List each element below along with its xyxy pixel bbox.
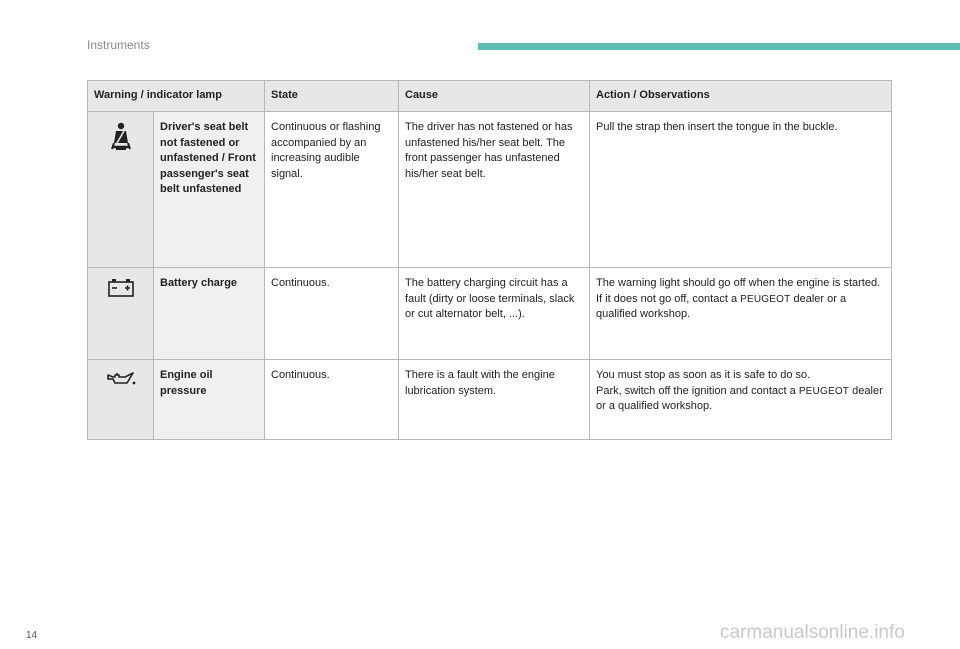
header-warning-lamp: Warning / indicator lamp [88,81,265,112]
battery-icon [107,278,135,298]
action-line-2-prefix: Park, switch off the ignition and contact a [596,384,799,397]
brand-name: PEUGEOT [740,293,791,305]
section-title: Instruments [87,38,150,52]
table-header-row [88,81,892,112]
lamp-name: Engine oil pressure [154,360,265,440]
lamp-action: Pull the strap then insert the tongue in the buckle. [590,112,892,268]
header-action: Action / Observations [590,81,892,112]
lamp-name: Driver's seat belt not fastened or unfastened / Front passenger's seat belt unfastened [154,112,265,268]
action-line-2-suffix: dealer or a qualified workshop. [596,292,847,320]
table-row [88,112,892,268]
header-cause: Cause [399,81,590,112]
lamp-cause: The battery charging circuit has a fault (dirty or loose terminals, slack or cut alternator belt, ...). [399,268,590,360]
header-accent-bar [478,43,960,50]
lamp-state: Continuous. [265,360,399,440]
warning-lamp-table [87,80,892,440]
action-line-1: The warning light should go off when the engine is started. [596,277,881,289]
icon-cell [88,268,154,360]
action-line-2-prefix: If it does not go off, contact a [596,292,741,305]
header-state: State [265,81,399,112]
icon-cell [88,112,154,268]
oil-can-icon [105,370,137,388]
lamp-action [590,268,892,360]
table-row [88,360,892,440]
brand-name: PEUGEOT [798,385,850,397]
lamp-name: Battery charge [154,268,265,360]
lamp-state: Continuous. [265,268,399,360]
lamp-state: Continuous or flashing accompanied by an increasing audible signal. [265,112,399,268]
action-line-1: You must stop as soon as it is safe to do so. [596,369,811,381]
lamp-cause: There is a fault with the engine lubrication system. [399,360,590,440]
action-line-2-suffix: dealer or a qualified workshop. [596,384,883,412]
page-number: 14 [26,630,38,641]
lamp-action [590,360,892,440]
seatbelt-icon [108,122,134,154]
watermark: carmanualsonline.info [720,622,905,643]
icon-cell [88,360,154,440]
lamp-cause: The driver has not fastened or has unfastened his/her seat belt. The front passenger has unfastened his/her seat belt. [399,112,590,268]
table-row [88,268,892,360]
